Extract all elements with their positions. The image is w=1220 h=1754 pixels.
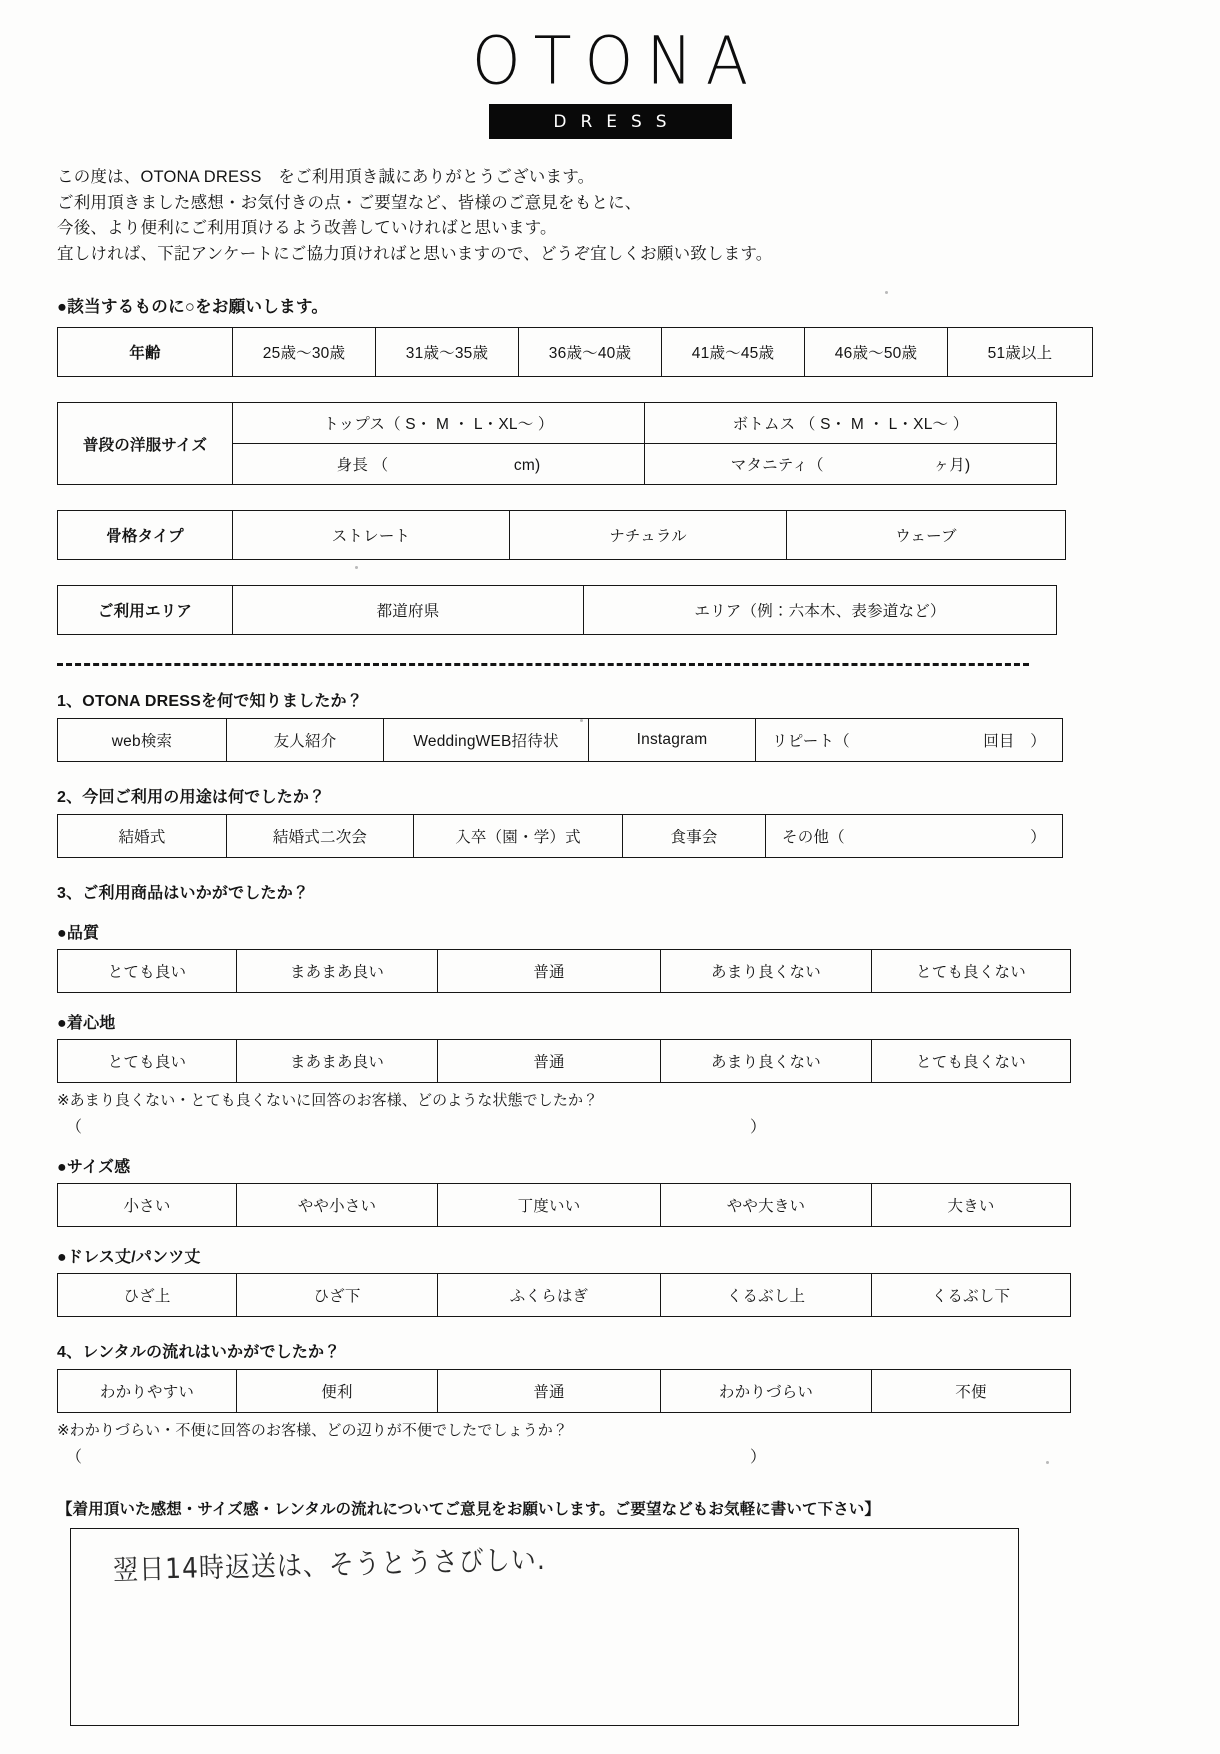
length-option-5[interactable]: くるぶし下 <box>872 1274 1071 1317</box>
area-field[interactable]: エリア（例：六本木、表参道など） <box>584 586 1057 635</box>
question-3-title: 3、ご利用商品はいかがでしたか？ <box>57 885 310 902</box>
scan-speck <box>885 291 888 294</box>
q2-other-left: その他（ <box>782 829 845 846</box>
tops-size-option[interactable]: トップス（ S・ M ・ L・XL〜 ） <box>233 403 645 444</box>
table-row <box>58 1184 1071 1227</box>
fit-option-5[interactable]: 大きい <box>872 1184 1071 1227</box>
q4-option-5[interactable]: 不便 <box>872 1370 1071 1413</box>
clothing-size-table <box>57 402 1057 485</box>
bottoms-size-option[interactable]: ボトムス （ S・ M ・ L・XL〜 ） <box>645 403 1057 444</box>
q4-option-4[interactable]: わかりづらい <box>661 1370 872 1413</box>
free-comment-heading: 【着用頂いた感想・サイズ感・レンタルの流れについてご意見をお願いします。ご要望などもお気軽に書いて下さい】 <box>57 1501 881 1518</box>
age-table <box>57 327 1093 377</box>
q2-option-after-party[interactable]: 結婚式二次会 <box>227 815 414 858</box>
intro-line-1: この度は、OTONA DRESS をご利用頂き誠にありがとうございます。 <box>57 168 595 186</box>
fit-option-2[interactable]: やや小さい <box>237 1184 438 1227</box>
usage-area-table <box>57 585 1057 635</box>
scan-speck <box>580 719 583 722</box>
maternity-field[interactable]: マタニティ（ ヶ月) <box>645 444 1057 485</box>
logo-dress-text: DRESS <box>553 111 681 132</box>
comfort-note: ※あまり良くない・とても良くないに回答のお客様、どのような状態でしたか？ <box>57 1092 599 1109</box>
q4-answer-field[interactable] <box>66 1444 766 1467</box>
comfort-table <box>57 1039 1071 1083</box>
comfort-option-2[interactable]: まあまあ良い <box>237 1040 438 1083</box>
q4-option-2[interactable]: 便利 <box>237 1370 438 1413</box>
length-option-2[interactable]: ひざ下 <box>237 1274 438 1317</box>
comfort-option-5[interactable]: とても良くない <box>872 1040 1071 1083</box>
length-table <box>57 1273 1071 1317</box>
length-option-1[interactable]: ひざ上 <box>58 1274 237 1317</box>
question-2-title: 2、今回ご利用の用途は何でしたか？ <box>57 789 326 806</box>
table-row <box>58 815 1063 858</box>
prefecture-field[interactable]: 都道府県 <box>233 586 584 635</box>
fit-option-4[interactable]: やや大きい <box>661 1184 872 1227</box>
size-label: 普段の洋服サイズ <box>58 403 233 485</box>
height-field[interactable]: 身長 （ cm) <box>233 444 645 485</box>
quality-option-3[interactable]: 普通 <box>438 950 661 993</box>
q2-option-wedding[interactable]: 結婚式 <box>58 815 227 858</box>
q1-option-web-search[interactable]: web検索 <box>58 719 227 762</box>
paren-close: ） <box>749 1119 766 1136</box>
quality-option-5[interactable]: とても良くない <box>872 950 1071 993</box>
age-option-1[interactable]: 25歳〜30歳 <box>233 328 376 377</box>
quality-option-4[interactable]: あまり良くない <box>661 950 872 993</box>
frame-type-label: 骨格タイプ <box>58 511 233 560</box>
table-row <box>58 1040 1071 1083</box>
section-divider <box>57 663 1029 666</box>
table-row <box>58 1370 1071 1413</box>
question-1-title: 1、OTONA DRESSを何で知りましたか？ <box>57 693 363 710</box>
brand-logo <box>0 0 1220 139</box>
age-option-2[interactable]: 31歳〜35歳 <box>376 328 519 377</box>
table-row <box>58 511 1066 560</box>
q2-option-dinner[interactable]: 食事会 <box>623 815 766 858</box>
quality-table <box>57 949 1071 993</box>
question-2-table <box>57 814 1063 858</box>
instruction-text: ●該当するものに○をお願いします。 <box>57 298 329 316</box>
age-option-3[interactable]: 36歳〜40歳 <box>519 328 662 377</box>
free-comment-box[interactable] <box>70 1528 1019 1726</box>
quality-option-2[interactable]: まあまあ良い <box>237 950 438 993</box>
q1-option-repeat[interactable] <box>756 719 1063 762</box>
q1-repeat-left: リピート（ <box>772 733 850 750</box>
q2-option-other[interactable] <box>766 815 1063 858</box>
paren-close: ） <box>749 1449 766 1466</box>
length-option-4[interactable]: くるぶし上 <box>661 1274 872 1317</box>
frame-option-natural[interactable]: ナチュラル <box>510 511 787 560</box>
intro-line-4: 宜しければ、下記アンケートにご協力頂ければと思いますので、どうぞ宜しくお願い致します。 <box>57 244 773 263</box>
table-row <box>58 719 1063 762</box>
question-1-table <box>57 718 1063 762</box>
q1-repeat-right: 回目 ） <box>983 733 1046 750</box>
table-row <box>58 403 1057 444</box>
question-4-table <box>57 1369 1071 1413</box>
quality-label: ●品質 <box>57 925 100 942</box>
length-option-3[interactable]: ふくらはぎ <box>438 1274 661 1317</box>
paren-open: （ <box>66 1119 83 1136</box>
scan-speck <box>355 566 358 569</box>
table-row <box>58 1274 1071 1317</box>
frame-type-table <box>57 510 1066 560</box>
q2-other-right: ） <box>1030 829 1046 846</box>
quality-option-1[interactable]: とても良い <box>58 950 237 993</box>
q2-option-ceremony[interactable]: 入卒（園・学）式 <box>414 815 623 858</box>
fit-label: ●サイズ感 <box>57 1159 131 1176</box>
frame-option-wave[interactable]: ウェーブ <box>787 511 1066 560</box>
paren-open: （ <box>66 1449 83 1466</box>
age-option-6[interactable]: 51歳以上 <box>948 328 1093 377</box>
q1-option-friend[interactable]: 友人紹介 <box>227 719 384 762</box>
q1-option-wedding-web[interactable]: WeddingWEB招待状 <box>384 719 589 762</box>
table-row <box>58 586 1057 635</box>
logo-dress-banner <box>489 104 732 139</box>
q4-option-1[interactable]: わかりやすい <box>58 1370 237 1413</box>
question-4-title: 4、レンタルの流れはいかがでしたか？ <box>57 1344 341 1361</box>
frame-option-straight[interactable]: ストレート <box>233 511 510 560</box>
comfort-answer-field[interactable] <box>66 1114 766 1137</box>
scan-speck <box>1046 1461 1049 1464</box>
length-label: ●ドレス丈/パンツ丈 <box>57 1249 201 1266</box>
intro-line-3: 今後、より便利にご利用頂けるよう改善していければと思います。 <box>57 219 557 237</box>
intro-paragraph <box>57 165 1220 267</box>
q4-note: ※わかりづらい・不便に回答のお客様、どの辺りが不便でしたでしょうか？ <box>57 1422 568 1439</box>
fit-option-3[interactable]: 丁度いい <box>438 1184 661 1227</box>
age-option-5[interactable]: 46歳〜50歳 <box>805 328 948 377</box>
age-label: 年齢 <box>58 328 233 377</box>
q4-option-3[interactable]: 普通 <box>438 1370 661 1413</box>
usage-area-label: ご利用エリア <box>58 586 233 635</box>
comfort-option-1[interactable]: とても良い <box>58 1040 237 1083</box>
table-row <box>58 950 1071 993</box>
comfort-option-4[interactable]: あまり良くない <box>661 1040 872 1083</box>
handwritten-comment: 翌日14時返送は、そうとうさびしい. <box>112 1543 547 1587</box>
q1-option-instagram[interactable]: Instagram <box>589 719 756 762</box>
comfort-option-3[interactable]: 普通 <box>438 1040 661 1083</box>
comfort-label: ●着心地 <box>57 1015 116 1032</box>
logo-otona-text: OTONA <box>471 21 762 100</box>
table-row <box>58 328 1093 377</box>
fit-option-1[interactable]: 小さい <box>58 1184 237 1227</box>
intro-line-2: ご利用頂きました感想・お気付きの点・ご要望など、皆様のご意見をもとに、 <box>57 193 642 212</box>
age-option-4[interactable]: 41歳〜45歳 <box>662 328 805 377</box>
fit-table <box>57 1183 1071 1227</box>
